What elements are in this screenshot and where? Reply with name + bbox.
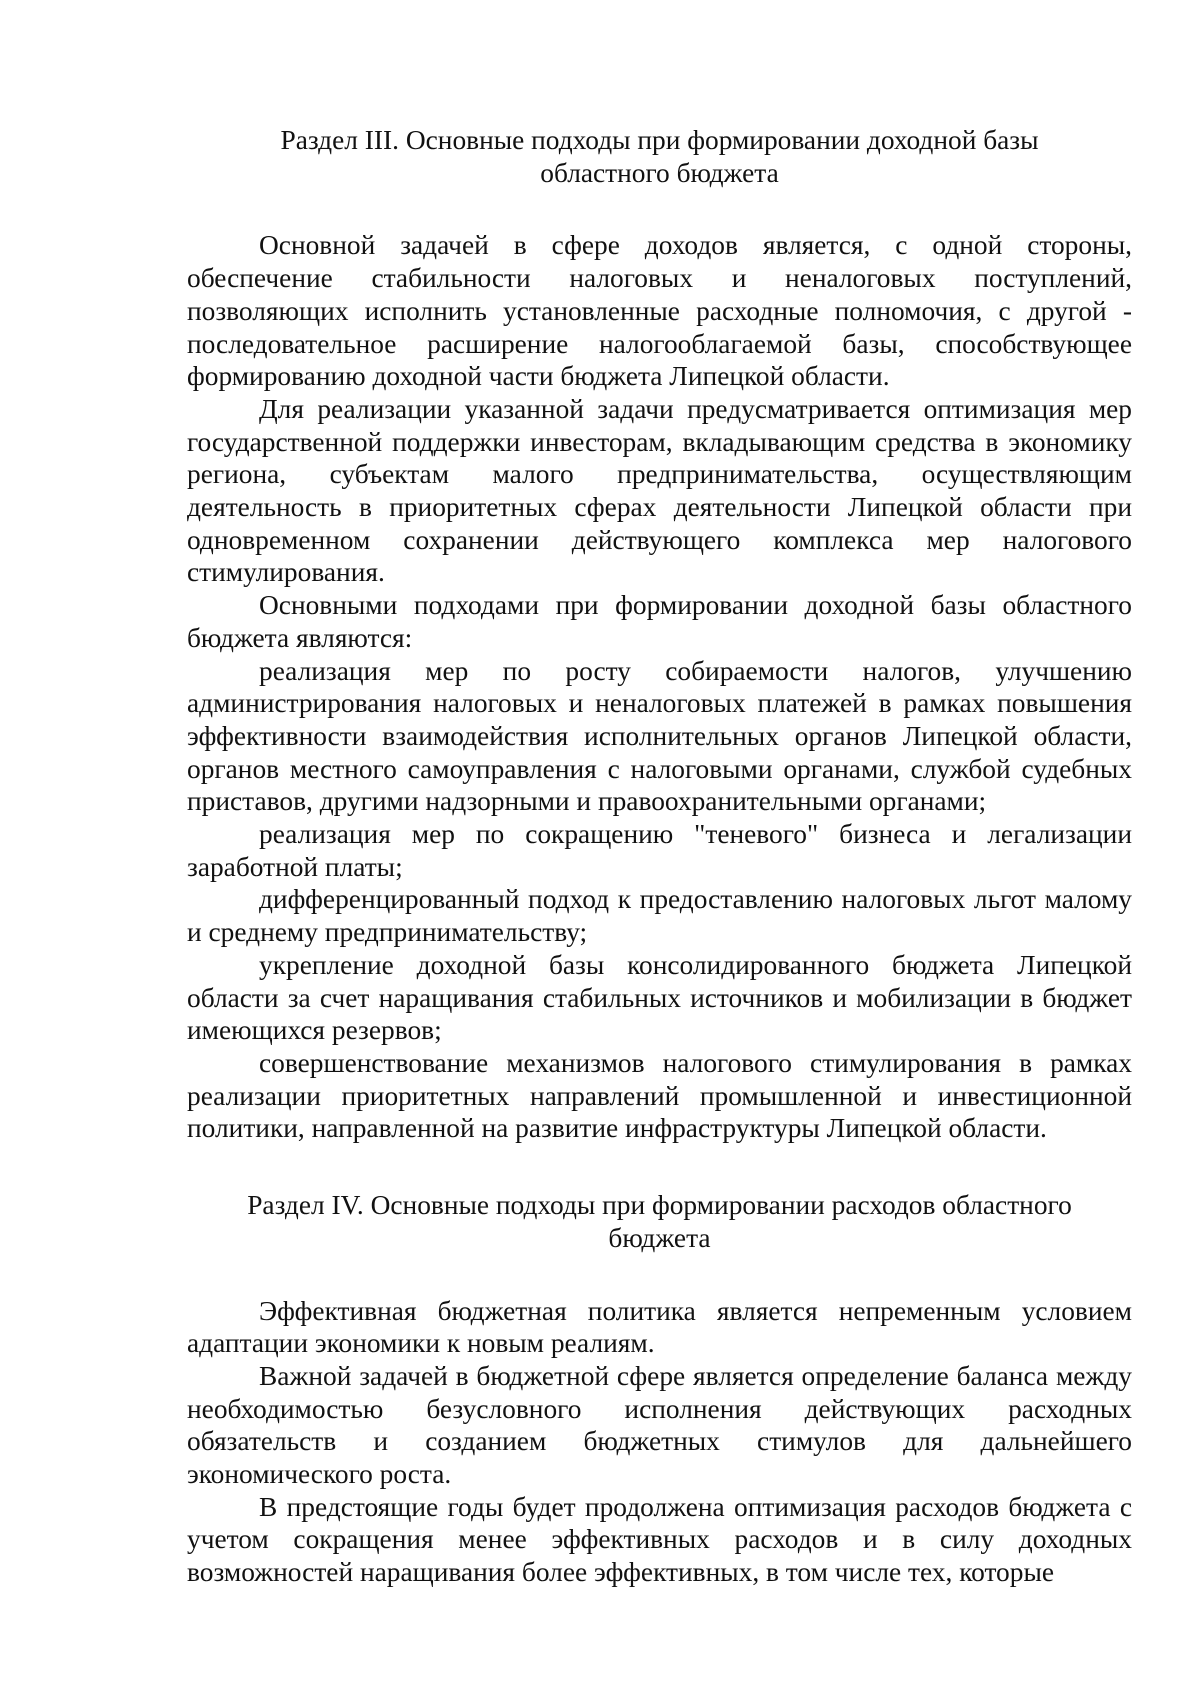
section-3-paragraph-3: Основными подходами при формировании доходной базы областного бюджета являются:: [187, 590, 1132, 653]
section-4-paragraph-2: Важной задачей в бюджетной сфере является определение баланса между необходимостью безусловного исполнения действующих расходных обязательств и созданием бюджетных стимулов для дальнейшего экономического роста.: [187, 1360, 1132, 1490]
section-3-paragraph-2: Для реализации указанной задачи предусматривается оптимизация мер государственной поддержки инвесторам, вкладывающим средства в экономику региона, субъектам малого предпринимательства, осуществляющим деятельность в приоритетных сферах деятельности Липецкой области при одновременном сохранении действующего комплекса мер налогового стимулирования.: [187, 393, 1132, 588]
section-3-paragraph-1: Основной задачей в сфере доходов является, с одной стороны, обеспечение стабильности налоговых и неналоговых поступлений, позволяющих исполнить установленные расходные полномочия, с другой - последовательное расширение налогооблагаемой базы, способствующее формированию доходной части бюджета Липецкой области.: [187, 230, 1132, 392]
section-3-heading: Раздел III. Основные подходы при формировании доходной базы областного бюджета: [280, 125, 1039, 188]
section-3-list-item-3: дифференцированный подход к предоставлению налоговых льгот малому и среднему предпринимательству;: [187, 884, 1132, 948]
section-4-heading: Раздел IV. Основные подходы при формировании расходов областного бюджета: [247, 1190, 1072, 1253]
section-3-list-item-5: совершенствование механизмов налогового стимулирования в рамках реализации приоритетных направлений промышленной и инвестиционной политики, направленной на развитие инфраструктуры Липецкой области.: [187, 1047, 1132, 1144]
section-3-list-item-1: реализация мер по росту собираемости налогов, улучшению администрирования налоговых и неналоговых платежей в рамках повышения эффективности взаимодействия исполнительных органов Липецкой области, органов местного самоуправления с налоговыми органами, службой судебных приставов, другими надзорными и правоохранительными органами;: [187, 655, 1132, 817]
section-divider-space: [187, 1145, 1132, 1189]
section-4-paragraph-3: В предстоящие годы будет продолжена оптимизация расходов бюджета с учетом сокращения менее эффективных расходов и в силу доходных возможностей наращивания более эффективных, в том числе тех, которые: [187, 1491, 1132, 1588]
section-3-list-item-4: укрепление доходной базы консолидированного бюджета Липецкой области за счет наращивания стабильных источников и мобилизации в бюджет имеющихся резервов;: [187, 949, 1132, 1046]
section-4-paragraph-1: Эффективная бюджетная политика является непременным условием адаптации экономики к новым реалиям.: [187, 1295, 1132, 1359]
section-3-list-item-2: реализация мер по сокращению "теневого" бизнеса и легализации заработной платы;: [187, 819, 1132, 882]
document-body: [187, 124, 1132, 1589]
